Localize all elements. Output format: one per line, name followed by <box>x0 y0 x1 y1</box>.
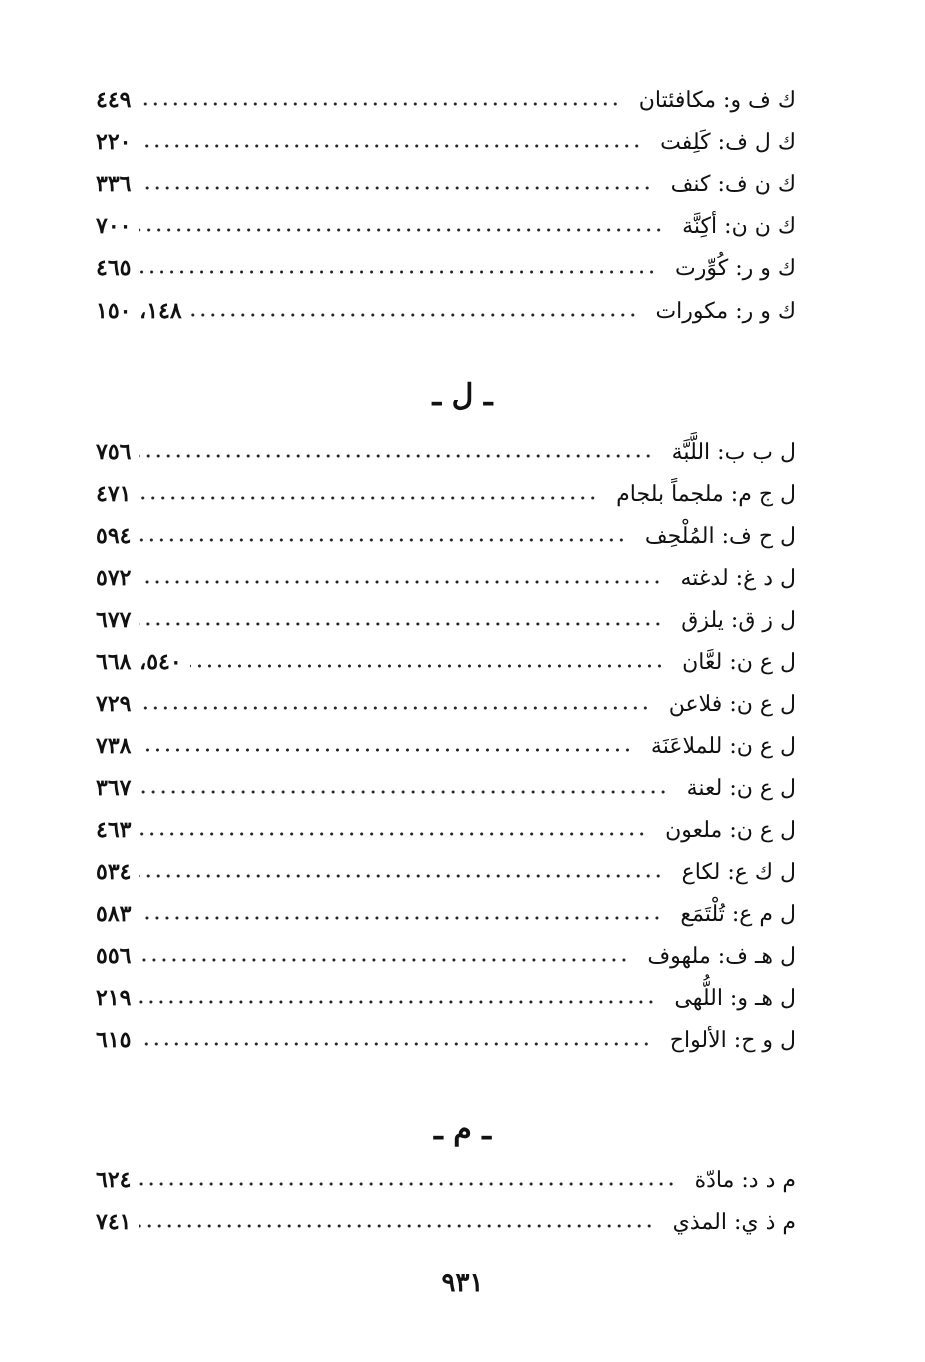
index-entry: ك و ر : مكورات ١٤٨، ١٥٠ <box>96 298 796 324</box>
entry-pages: ٤٧١ <box>96 481 132 507</box>
index-entry: ل ج م : ملجماً بلجام ٤٧١ <box>96 481 796 507</box>
entry-word: لكاع <box>681 859 721 885</box>
entry-word: المذي <box>672 1209 727 1235</box>
entry-pages: ٢٢٠ <box>96 129 132 155</box>
index-entry: ل د غ : لدغته ٥٧٢ <box>96 565 796 591</box>
dot-leader <box>139 1174 676 1194</box>
entry-root: ل م ع <box>739 901 796 927</box>
index-entry: م ذ ي : المذي ٧٤١ <box>96 1209 796 1235</box>
entry-root: ل و ح <box>741 1027 796 1053</box>
entry-pages: ٤٦٥ <box>96 255 132 281</box>
entry-pages: ٧٠٠ <box>96 213 132 239</box>
entry-pages: ٧٣٨ <box>96 733 132 759</box>
entry-root: ل ج م <box>738 481 796 507</box>
entry-word: للملاعَنَة <box>650 733 723 759</box>
entry-root: ل هـ و <box>737 985 796 1011</box>
entry-root: ك ن ن <box>731 213 796 239</box>
entry-root: ل ع ن <box>736 691 796 717</box>
index-entry: ك ن ف : كنف ٣٣٦ <box>96 171 796 197</box>
entry-pages: ٥٩٤ <box>96 523 132 549</box>
entry-pages: ٥٧٢ <box>96 565 132 591</box>
index-entry: ل ب ب : اللَّبَّة ٧٥٦ <box>96 439 796 465</box>
entry-word: الألواح <box>669 1027 727 1053</box>
entry-word: كُوِّرت <box>675 255 729 281</box>
section-heading-mim: ـ م ـ <box>433 1112 492 1147</box>
index-entry: ك ل ف : كَلِفت ٢٢٠ <box>96 129 796 155</box>
dot-leader <box>139 782 668 802</box>
entry-pages: ٧٤١ <box>96 1209 132 1235</box>
entry-root: ك ل ف <box>725 129 796 155</box>
entry-word: يلزق <box>681 607 724 633</box>
index-entry: ك ف و : مكافئتان ٤٤٩ <box>96 87 796 113</box>
dot-leader <box>139 824 647 844</box>
index-entry: ل ز ق : يلزق ٦٧٧ <box>96 607 796 633</box>
dot-leader <box>139 992 656 1012</box>
dot-leader <box>139 698 650 718</box>
entry-root: ل ع ن <box>736 733 796 759</box>
entry-word: أكِنَّة <box>682 213 718 239</box>
entry-word: مادّة <box>694 1167 735 1193</box>
entry-word: لعَّان <box>682 649 723 675</box>
dot-leader <box>139 136 642 156</box>
dot-leader <box>139 488 598 508</box>
entry-pages: ٧٥٦ <box>96 439 132 465</box>
entry-root: م د د <box>748 1167 796 1193</box>
index-entry: م د د : مادّة ٦٢٤ <box>96 1167 796 1193</box>
entry-root: ل د غ <box>743 565 796 591</box>
entry-pages: ٥٥٦ <box>96 943 132 969</box>
entry-word: تُلْتَمَع <box>680 901 725 927</box>
index-entry: ل ح ف : المُلْحِف ٥٩٤ <box>96 523 796 549</box>
entry-pages: ٧٢٩ <box>96 691 132 717</box>
section-heading-lam: ـ ل ـ <box>432 378 493 413</box>
dot-leader <box>139 530 626 550</box>
index-entry: ل ع ن : لعَّان ٥٤٠، ٦٦٨ <box>96 649 796 675</box>
entry-pages: ٢١٩ <box>96 985 132 1011</box>
entry-root: ل ك ع <box>734 859 796 885</box>
entry-word: مكافئتان <box>638 87 717 113</box>
dot-leader <box>190 656 664 676</box>
entry-root: ل ع ن <box>736 649 796 675</box>
entry-word: فلاعن <box>668 691 723 717</box>
index-entry: ل ع ن : للملاعَنَة ٧٣٨ <box>96 733 796 759</box>
entry-root: ل ح ف <box>729 523 796 549</box>
dot-leader <box>139 94 620 114</box>
index-entry: ل م ع : تُلْتَمَع ٥٨٣ <box>96 901 796 927</box>
entry-word: ملهوف <box>647 943 711 969</box>
entry-root: ل ب ب <box>724 439 796 465</box>
dot-leader <box>139 1216 654 1236</box>
dot-leader <box>139 262 657 282</box>
entry-pages: ١٤٨، ١٥٠ <box>96 298 182 324</box>
entry-root: ل هـ ف <box>725 943 796 969</box>
entry-root: ك ف و <box>730 87 796 113</box>
dot-leader <box>190 305 638 325</box>
index-entry: ك و ر : كُوِّرت ٤٦٥ <box>96 255 796 281</box>
entry-pages: ٦٢٤ <box>96 1167 132 1193</box>
entry-word: لدغته <box>680 565 729 591</box>
entry-root: ك ن ف <box>724 171 796 197</box>
index-entry: ل ك ع : لكاع ٥٣٤ <box>96 859 796 885</box>
dot-leader <box>139 950 629 970</box>
entry-word: كنف <box>670 171 711 197</box>
dot-leader <box>139 446 653 466</box>
dot-leader <box>139 614 663 634</box>
index-entry: ل هـ و : اللُّهى ٢١٩ <box>96 985 796 1011</box>
page-number: ٩٣١ <box>441 1268 484 1298</box>
dot-leader <box>139 1034 651 1054</box>
entry-word: لعنة <box>686 775 723 801</box>
entry-pages: ٦٧٧ <box>96 607 132 633</box>
entry-word: كَلِفت <box>660 129 711 155</box>
dot-leader <box>139 178 652 198</box>
dot-leader <box>139 572 662 592</box>
entry-root: ل ع ن <box>736 775 796 801</box>
entry-word: المُلْحِف <box>644 523 715 549</box>
entry-pages: ٥٤٠، ٦٦٨ <box>96 649 182 675</box>
dot-leader <box>139 866 663 886</box>
entry-pages: ٤٤٩ <box>96 87 132 113</box>
entry-word: ملعون <box>665 817 723 843</box>
index-entry: ل ع ن : ملعون ٤٦٣ <box>96 817 796 843</box>
entry-word: ملجماً بلجام <box>616 481 724 507</box>
entry-word: اللُّهى <box>674 985 723 1011</box>
entry-root: ل ع ن <box>736 817 796 843</box>
entry-word: مكورات <box>655 298 729 324</box>
entry-root: ك و ر <box>742 255 796 281</box>
dot-leader <box>139 740 632 760</box>
index-entry: ك ن ن : أكِنَّة ٧٠٠ <box>96 213 796 239</box>
entry-pages: ٣٣٦ <box>96 171 132 197</box>
index-entry: ل ع ن : لعنة ٣٦٧ <box>96 775 796 801</box>
entry-root: ك و ر <box>742 298 796 324</box>
entry-pages: ٤٦٣ <box>96 817 132 843</box>
index-entry: ل و ح : الألواح ٦١٥ <box>96 1027 796 1053</box>
index-entry: ل هـ ف : ملهوف ٥٥٦ <box>96 943 796 969</box>
entry-pages: ٦١٥ <box>96 1027 132 1053</box>
entry-pages: ٥٨٣ <box>96 901 132 927</box>
entry-pages: ٣٦٧ <box>96 775 132 801</box>
index-entry: ل ع ن : فلاعن ٧٢٩ <box>96 691 796 717</box>
entry-word: اللَّبَّة <box>671 439 711 465</box>
dot-leader <box>139 908 662 928</box>
entry-pages: ٥٣٤ <box>96 859 132 885</box>
entry-root: م ذ ي <box>741 1209 796 1235</box>
dot-leader <box>139 220 664 240</box>
entry-root: ل ز ق <box>738 607 796 633</box>
